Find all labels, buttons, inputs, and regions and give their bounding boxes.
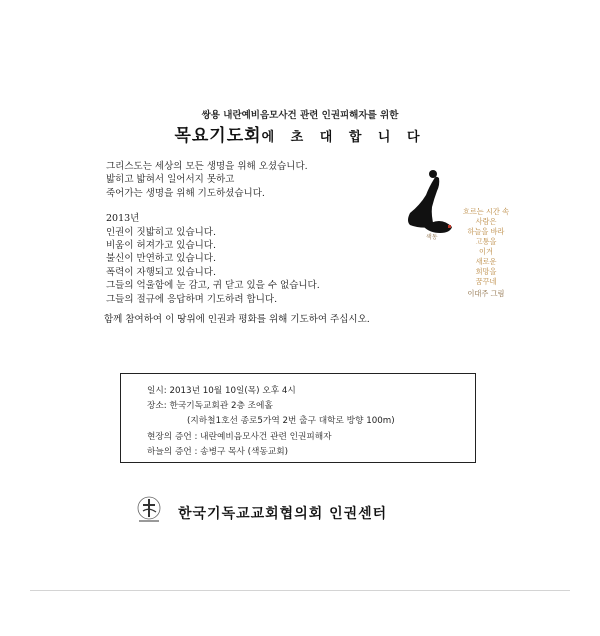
page-title	[0, 121, 600, 146]
pre-title: 쌍용 내란예비음모사건 관련 인권피해자를 위한	[201, 110, 399, 121]
closing-text: 함께 참여하여 이 땅위에 인권과 평화를 위해 기도하여 주십시오.	[104, 314, 370, 325]
body-line: 그들의 절규에 응답하며 기도하려 합니다.	[106, 293, 278, 305]
witness-heaven: 하늘의 증언 : 송병구 목사 (색동교회)	[147, 446, 289, 457]
event-date: 일시: 2013년 10월 10일(목) 오후 4시	[147, 386, 296, 396]
organization-name: 한국기독교교회협의회 인권센터	[178, 506, 388, 522]
calligraphy-line: 하늘을 바라	[467, 227, 505, 236]
calligraphy-signature: 이대주 그림	[467, 289, 505, 298]
witness-field: 현장의 증언 : 내란예비음모사건 관련 인권피해자	[147, 431, 332, 442]
calligraphy-line: 고통을	[475, 237, 497, 246]
title-suffix: 에 초 대 합 니 다	[261, 130, 426, 145]
body-text	[106, 160, 320, 306]
ncck-logo-icon	[134, 496, 166, 524]
calligraphy-line: 이겨	[479, 247, 493, 256]
calligraphy-poem	[456, 207, 516, 299]
intro-line: 죽어가는 생명을 위해 기도하셨습니다.	[106, 187, 265, 199]
calligraphy-line: 희망을	[475, 267, 497, 276]
title-main: 목요기도회	[174, 126, 262, 146]
svg-text:색동: 색동	[426, 234, 438, 241]
year-label: 2013년	[106, 213, 140, 225]
body-line: 폭력이 자행되고 있습니다.	[106, 266, 217, 278]
event-directions: (지하철1호선 종로5가역 2번 출구 대학로 방향 100m)	[187, 416, 395, 427]
body-line: 그들의 억울함에 눈 감고, 귀 닫고 있을 수 없습니다.	[106, 280, 320, 292]
calligraphy-line: 흐르는 시간 속	[462, 207, 510, 216]
calligraphy-line: 꿈꾸네	[475, 277, 497, 286]
body-line: 비움이 허져가고 있습니다.	[106, 240, 217, 252]
event-info-box	[120, 373, 476, 463]
body-line: 불신이 만연하고 있습니다.	[106, 253, 217, 265]
divider	[30, 590, 570, 591]
calligraphy-line: 새로운	[475, 257, 497, 266]
intro-line: 밟히고 밟혀서 일어서지 못하고	[106, 174, 235, 186]
body-line: 인권이 짓밟히고 있습니다.	[106, 226, 217, 238]
calligraphy-line: 사람은	[475, 217, 497, 226]
event-place: 장소: 한국기독교회관 2층 조에홀	[147, 401, 273, 412]
intro-line: 그리스도는 세상의 모든 생명을 위해 오셨습니다.	[106, 161, 308, 172]
